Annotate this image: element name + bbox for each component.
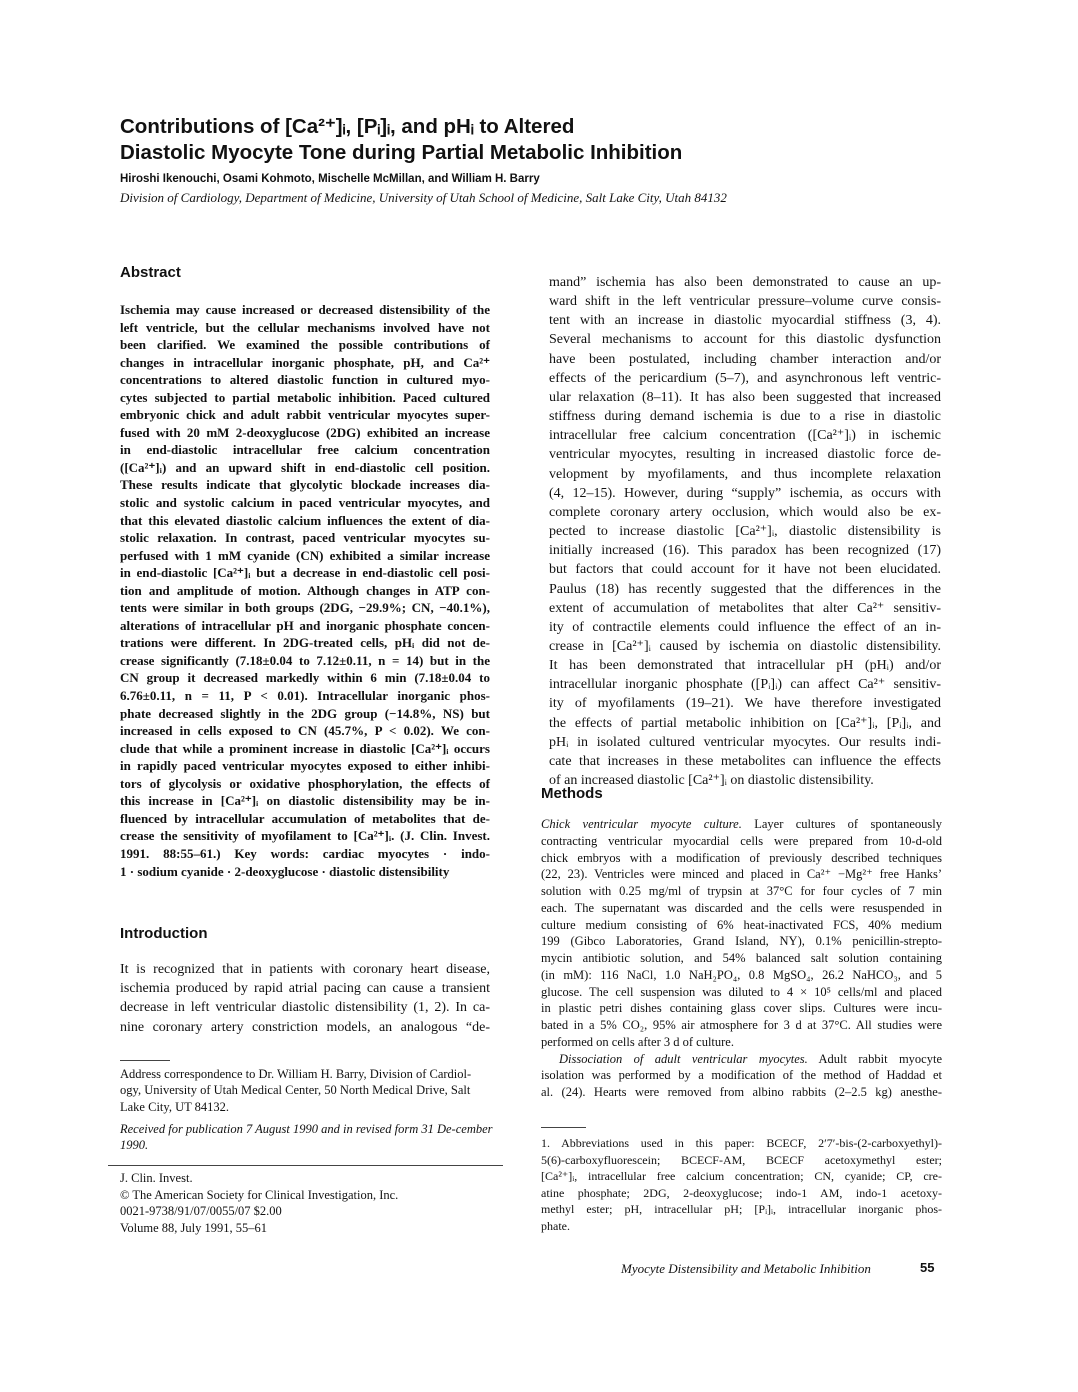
methods-heading: Methods bbox=[541, 785, 603, 802]
abstract-line: in rapidly paced ventricular myocytes exposed to either inhibi- bbox=[120, 758, 490, 774]
methods-line: (22, 23). Ventricles were minced and placed in Ca²⁺ −Mg²⁺ free Hanks’ bbox=[541, 867, 942, 882]
received-line: Received for publication 7 August 1990 and in revised form 31 De- bbox=[120, 1122, 456, 1136]
correspondence-line: Lake City, UT 84132. bbox=[120, 1099, 230, 1114]
introduction-line: intracellular inorganic phosphate ([Pᵢ]ᵢ) can affect Ca²⁺ sensitiv- bbox=[549, 677, 941, 693]
abstract-line: been clarified. We examined the possible contributions of bbox=[120, 337, 490, 353]
abbreviations-line: phate. bbox=[541, 1218, 570, 1233]
introduction-line: velopment by myofilaments, and thus incomplete relaxation bbox=[549, 466, 941, 482]
abstract-line: phate decreased slightly in the 2DG group (−14.8%, NS) but bbox=[120, 705, 490, 721]
introduction-line: crease in [Ca²⁺]ᵢ caused by ischemia on diastolic distensibility. bbox=[549, 638, 941, 654]
abstract-line: left ventricle, but the cellular mechanisms involved have not bbox=[120, 319, 490, 335]
abstract-line: These results indicate that glycolytic blockade increases dia- bbox=[120, 477, 490, 493]
abstract-line: embryonic chick and adult rabbit ventricular myocytes super- bbox=[120, 407, 490, 423]
methods-p2-first: Adult rabbit myocyte bbox=[807, 1051, 942, 1066]
abbreviations-line: methyl ester; pH, intracellular pH; [Pᵢ]ᵢ, intracellular inorganic phos- bbox=[541, 1202, 942, 1217]
introduction-line: Paulus (18) has recently suggested that the differences in the bbox=[549, 581, 941, 597]
abstract-line: this increase in [Ca²⁺]ᵢ on diastolic distensibility may be in- bbox=[120, 793, 490, 809]
methods-line: performed on cells after 3 d of culture. bbox=[541, 1034, 734, 1049]
methods-p1-first: Layer cultures of spontaneously bbox=[741, 817, 942, 831]
abstract-line: increased in cells exposed to CN (45.7%, P < 0.02). We con- bbox=[120, 723, 490, 739]
correspondence-footnote bbox=[120, 1066, 500, 1115]
introduction-line: of an increased diastolic [Ca²⁺]ᵢ on diastolic distensibility. bbox=[549, 773, 874, 789]
journal-info-line: 0021-9738/91/07/0055/07 $2.00 bbox=[120, 1204, 282, 1219]
introduction-line: ischemia produced by rapid atrial pacing can cause a transient bbox=[120, 981, 490, 997]
abstract-line: CN group it decreased markedly within 6 min (7.18±0.04 to bbox=[120, 670, 490, 686]
methods-line: bated in a 5% CO₂, 95% air atmosphere for 3 d at 37°C. All studies were bbox=[541, 1018, 942, 1032]
introduction-line: Several mechanisms to account for this diastolic dysfunction bbox=[549, 332, 941, 348]
introduction-line: intracellular free calcium concentration ([Ca²⁺]ᵢ) in ischemic bbox=[549, 428, 941, 444]
abstract-line: alterations of intracellular pH and inorganic phosphate concen- bbox=[120, 617, 490, 633]
abstract-line: trations were different. In 2DG-treated cells, pHᵢ did not de- bbox=[120, 635, 490, 651]
introduction-line: (4, 12–15). However, during “supply” ischemia, as occurs with bbox=[549, 485, 941, 501]
left-column bbox=[120, 264, 490, 880]
title-line-1: Contributions of [Ca²⁺]ᵢ, [Pᵢ]ᵢ, and pHᵢ to Altered bbox=[120, 115, 575, 138]
introduction-body bbox=[120, 960, 490, 1037]
abstract-line: in end-diastolic intracellular free calcium concentration bbox=[120, 442, 490, 458]
abstract-line: fluenced by intracellular accumulation of metabolites that de- bbox=[120, 810, 490, 826]
footnote-rule bbox=[120, 1060, 170, 1061]
introduction-line: complete coronary artery occlusion, which would also be ex- bbox=[549, 504, 941, 520]
introduction-line: nine coronary artery constriction models, an analogous “de- bbox=[120, 1019, 490, 1035]
methods-body bbox=[541, 816, 942, 1101]
abstract-line: tents were similar in both groups (2DG, −29.9%; CN, −40.1%), bbox=[120, 600, 490, 616]
introduction-heading: Introduction bbox=[120, 925, 208, 942]
introduction-line: cate that increases in these metabolites can influence the effects bbox=[549, 753, 941, 769]
methods-p2-first-line bbox=[541, 1051, 942, 1068]
methods-p2 bbox=[541, 1067, 942, 1101]
introduction-line: It is recognized that in patients with coronary heart disease, bbox=[120, 962, 490, 977]
journal-info-rule bbox=[108, 1165, 503, 1166]
abstract-line: stolic and systolic calcium in paced ventricular myocytes, and bbox=[120, 495, 490, 511]
abbreviations-line: [Ca²⁺]ᵢ, intracellular free calcium concentration; CN, cyanide; CP, cre- bbox=[541, 1169, 942, 1184]
methods-line: glucose. The cell suspension was diluted to 4 × 10⁵ cells/ml and placed bbox=[541, 984, 942, 999]
introduction-line: mand” ischemia has also been demonstrated to cause an up- bbox=[549, 275, 941, 290]
abstract-line: tion and amplitude of motion. Although changes in ATP con- bbox=[120, 582, 490, 598]
introduction-line: have been postulated, including chamber interaction and/or bbox=[549, 351, 941, 367]
methods-line: 199 (Gibco Laboratories, Grand Island, NY), 0.1% penicillin-strepto- bbox=[541, 934, 942, 949]
introduction-line: ventricular myocytes, resulting in increased diastolic force de- bbox=[549, 447, 941, 463]
abstract-line: changes in intracellular inorganic phosphate, pH, and Ca²⁺ bbox=[120, 354, 490, 370]
abstract-line: that this elevated diastolic calcium influences the extent of dia- bbox=[120, 512, 490, 528]
methods-line: (in mM): 116 NaCl, 1.0 NaH₂PO₄, 0.8 MgSO₄, 26.2 NaHCO₃, and 5 bbox=[541, 967, 942, 982]
abstract-line: crease the sensitivity of myofilament to [Ca²⁺]ᵢ. (J. Clin. Invest. bbox=[120, 828, 490, 844]
introduction-line: ular relaxation (8–11). It has also been suggested that increased bbox=[549, 389, 941, 405]
introduction-line: initially increased (16). This paradox has been recognized (17) bbox=[549, 543, 941, 559]
author-list: Hiroshi Ikenouchi, Osami Kohmoto, Mischelle McMillan, and William H. Barry bbox=[120, 173, 540, 185]
journal-info-line: © The American Society for Clinical Investigation, Inc. bbox=[120, 1187, 399, 1202]
abstract-heading: Abstract bbox=[120, 264, 181, 281]
methods-p2-lead: Dissociation of adult ventricular myocytes. bbox=[559, 1051, 808, 1066]
methods-line: mycin antibiotic solution, and 54% balanced salt solution containing bbox=[541, 951, 942, 965]
correspondence-line: ogy, University of Utah Medical Center, 50 North Medical Drive, Salt bbox=[120, 1083, 471, 1098]
title-line-2: Diastolic Myocyte Tone during Partial Metabolic Inhibition bbox=[120, 141, 683, 164]
correspondence-line: Address correspondence to Dr. William H. Barry, Division of Cardiol- bbox=[120, 1067, 472, 1081]
introduction-line: pHᵢ in isolated cultured ventricular myocytes. Our results indi- bbox=[549, 734, 941, 750]
abstract-line: 6.76±0.11, n = 11, P < 0.01). Intracellular inorganic phos- bbox=[120, 688, 490, 704]
abbreviations-footnote bbox=[541, 1135, 942, 1235]
abstract-line: perfused with 1 mM cyanide (CN) exhibited a similar increase bbox=[120, 547, 490, 563]
journal-info-line: J. Clin. Invest. bbox=[120, 1171, 193, 1185]
abstract-line: in end-diastolic [Ca²⁺]ᵢ but a decrease in end-diastolic cell posi- bbox=[120, 565, 490, 581]
abbreviations-line: atine phosphate; 2DG, 2-deoxyglucose; indo-1 AM, indo-1 acetoxy- bbox=[541, 1185, 942, 1200]
abstract-line: cytes subjected to partial metabolic inhibition. Paced cultured bbox=[120, 389, 490, 405]
abstract-line: ([Ca²⁺]ᵢ) and an upward shift in end-diastolic cell position. bbox=[120, 459, 490, 475]
running-title: Myocyte Distensibility and Metabolic Inhibition bbox=[621, 1261, 871, 1276]
methods-line: contracting ventricular myocardial cells were prepared from 10-d-old bbox=[541, 833, 942, 848]
received-line: cember 1990. bbox=[120, 1122, 493, 1153]
methods-line: solution with 0.25 mg/ml of trypsin at 37°C for four cycles of 7 min bbox=[541, 884, 942, 898]
abstract-line: 1991. 88:55–61.) Key words: cardiac myocytes · indo- bbox=[120, 845, 490, 861]
methods-line: al. (24). Hearts were removed from albino rabbits (2–2.5 kg) anesthe- bbox=[541, 1085, 942, 1099]
introduction-line: ward shift in the left ventricular pressure–volume curve consis- bbox=[549, 294, 941, 310]
introduction-line: pected to increase diastolic [Ca²⁺]ᵢ, diastolic distensibility is bbox=[549, 524, 941, 540]
introduction-line: It has been demonstrated that intracellular pH (pHᵢ) and/or bbox=[549, 658, 941, 674]
abbreviations-footnote-rule bbox=[541, 1127, 586, 1128]
methods-p1-lead: Chick ventricular myocyte culture. bbox=[541, 817, 742, 831]
introduction-line: stiffness during demand ischemia is due to a rise in diastolic bbox=[549, 409, 941, 425]
introduction-continued bbox=[549, 273, 941, 790]
abstract-line: Ischemia may cause increased or decreased distensibility of the bbox=[120, 302, 490, 317]
page-number: 55 bbox=[920, 1260, 935, 1275]
methods-p1-first-line bbox=[541, 816, 942, 833]
introduction-line: the effects of partial metabolic inhibition on [Ca²⁺]ᵢ, [Pᵢ]ᵢ, and bbox=[549, 715, 941, 731]
abstract-body bbox=[120, 301, 490, 880]
journal-info bbox=[120, 1170, 398, 1236]
abstract-line: fused with 20 mM 2-deoxyglucose (2DG) exhibited an increase bbox=[120, 424, 490, 440]
journal-info-line: Volume 88, July 1991, 55–61 bbox=[120, 1220, 267, 1235]
abstract-line: tors of glycolysis or oxidative phosphorylation, the effects of bbox=[120, 775, 490, 791]
introduction-line: decrease in left ventricular diastolic distensibility (1, 2). In ca- bbox=[120, 1000, 490, 1016]
abstract-line: concentrations to altered diastolic function in cultured myo- bbox=[120, 372, 490, 388]
introduction-line: but factors that could account for it have not been elucidated. bbox=[549, 562, 941, 578]
methods-line: chick embryos with a modification of previously described techniques bbox=[541, 850, 942, 865]
introduction-line: extent of accumulation of metabolites that alter Ca²⁺ sensitiv- bbox=[549, 600, 941, 616]
abbreviations-line: 1. Abbreviations used in this paper: BCECF, 2′7′-bis-(2-carboxyethyl)- bbox=[541, 1136, 942, 1150]
abstract-line: stolic relaxation. In contrast, paced ventricular myocytes su- bbox=[120, 530, 490, 546]
introduction-line: ity of contractile elements could influence the effect of an in- bbox=[549, 619, 941, 635]
methods-line: culture medium consisting of 6% heat-inactivated FCS, 40% medium bbox=[541, 917, 942, 932]
methods-p1 bbox=[541, 833, 942, 1051]
abstract-line: clude that while a prominent increase in diastolic [Ca²⁺]ᵢ occurs bbox=[120, 740, 490, 756]
abstract-line: 1 · sodium cyanide · 2-deoxyglucose · diastolic distensibility bbox=[120, 863, 450, 879]
introduction-line: tent with an increase in diastolic myocardial stiffness (3, 4). bbox=[549, 313, 941, 329]
received-footnote bbox=[120, 1121, 500, 1154]
abstract-line: crease significantly (7.18±0.04 to 7.12±0.11, n = 14) but in the bbox=[120, 652, 490, 668]
methods-line: each. The supernatant was discarded and the cells were resuspended in bbox=[541, 900, 942, 915]
affiliation: Division of Cardiology, Department of Medicine, University of Utah School of Medicine, Salt Lake City, Utah 84132 bbox=[120, 190, 727, 205]
abbreviations-line: 5(6)-carboxyfluorescein; BCECF-AM, BCECF acetoxymethyl ester; bbox=[541, 1152, 942, 1167]
article-title bbox=[120, 114, 960, 166]
introduction-line: effects of the pericardium (5–7), and asynchronous left ventric- bbox=[549, 370, 941, 386]
introduction-line: ity of myofilaments (19–21). We have therefore investigated bbox=[549, 696, 941, 712]
methods-line: isolation was performed by a modification of the method of Haddad et bbox=[541, 1068, 942, 1083]
methods-line: in plastic petri dishes containing glass cover slips. Cultures were incu- bbox=[541, 1001, 942, 1016]
